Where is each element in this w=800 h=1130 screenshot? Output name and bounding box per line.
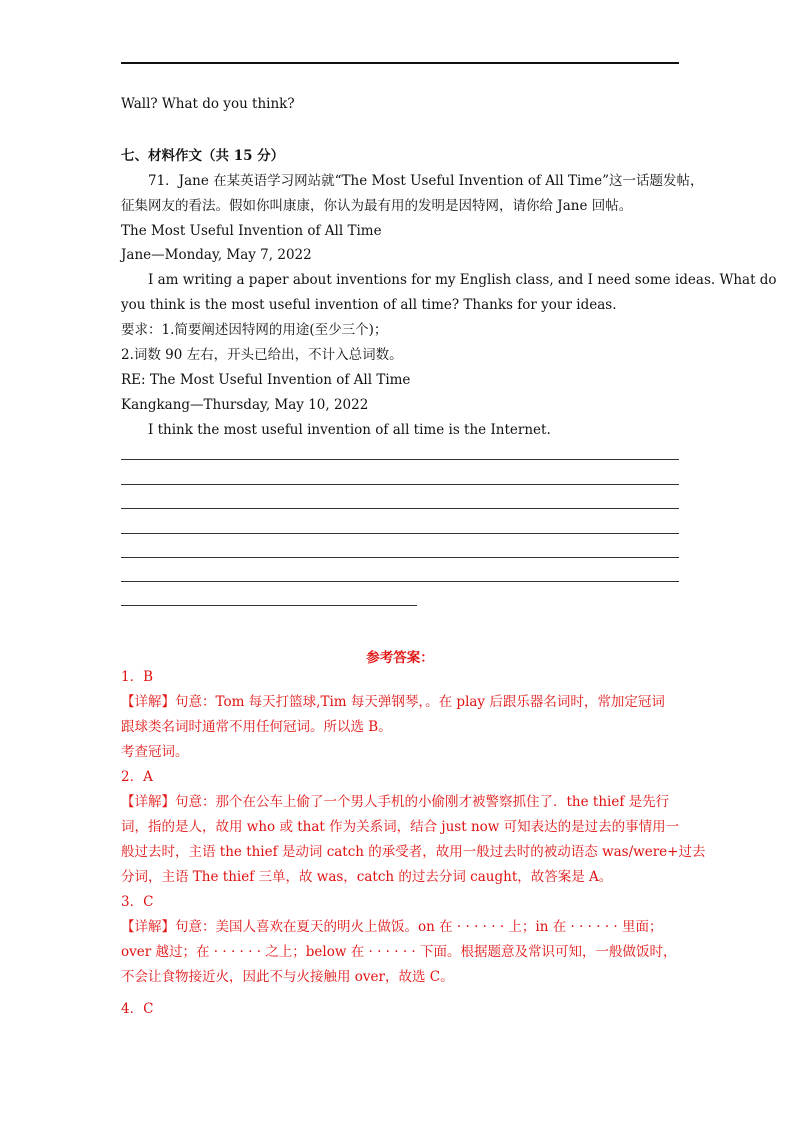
answer-2-line-1: 【详解】句意：那个在公车上偷了一个男人手机的小偷刚才被警察抓住了．the thief 是先行 [121, 794, 670, 810]
answer-2-line-3: 般过去时，主语 the thief 是动词 catch 的承受者，故用一般过去时的被动语态 was/were+过去 [121, 844, 706, 860]
post-author-date: Jane—Monday, May 7, 2022 [121, 247, 312, 263]
reply-start: I think the most useful invention of all time is the Internet. [148, 422, 551, 438]
question-71-line-2: 征集网友的看法。假如你叫康康，你认为最有用的发明是因特网，请你给 Jane 回帖。 [121, 198, 633, 214]
answer-1-detail-2: 跟球类名词时通常不用任何冠词。所以选 B。 [121, 719, 392, 735]
answer-1-detail: 【详解】句意：Tom 每天打篮球,Tim 每天弹钢琴，。在 play 后跟乐器名词时，常加定冠词 [121, 694, 665, 710]
writing-line [121, 508, 679, 509]
post-body-line-1: I am writing a paper about inventions for my English class, and I need some ideas. What do [148, 272, 777, 288]
answer-3-label: 3．C [121, 894, 154, 910]
previous-question-tail: Wall? What do you think? [121, 96, 295, 112]
post-body-line-2: you think is the most useful invention of all time? Thanks for your ideas. [121, 297, 617, 313]
top-divider [121, 62, 679, 64]
answer-1-detail-3: 考查冠词。 [121, 744, 189, 760]
reply-author-date: Kangkang—Thursday, May 10, 2022 [121, 397, 369, 413]
answer-3-line-1: 【详解】句意：美国人喜欢在夏天的明火上做饭。on 在 · · · · · · 上；in 在 · · · · · · 里面； [121, 919, 663, 935]
reply-title: RE: The Most Useful Invention of All Time [121, 372, 411, 388]
writing-line [121, 581, 679, 582]
requirement-2: 2.词数 90 左右，开头已给出，不计入总词数。 [121, 347, 403, 363]
writing-line [121, 459, 679, 460]
writing-line [121, 557, 679, 558]
answer-2-line-4: 分词，主语 The thief 三单，故 was，catch 的过去分词 caught，故答案是 A。 [121, 869, 613, 885]
writing-line [121, 533, 679, 534]
writing-line [121, 605, 417, 606]
answer-3-line-3: 不会让食物接近火，因此不与火接触用 over，故选 C。 [121, 969, 454, 985]
answer-2-label: 2．A [121, 769, 153, 785]
answers-heading: 参考答案： [366, 650, 434, 666]
answer-2-line-2: 词，指的是人，故用 who 或 that 作为关系词，结合 just now 可知表达的是过去的事情用一 [121, 819, 680, 835]
requirement-1: 要求：1.简要阐述因特网的用途(至少三个)； [121, 322, 388, 338]
answer-4-label: 4．C [121, 1001, 154, 1017]
question-71-line-1: 71．Jane 在某英语学习网站就“The Most Useful Invention of All Time”这一话题发帖， [148, 173, 704, 189]
post-title: The Most Useful Invention of All Time [121, 223, 382, 239]
answer-1-label: 1．B [121, 669, 154, 685]
writing-line [121, 484, 679, 485]
section-heading: 七、材料作文（共 15 分） [121, 148, 285, 164]
answer-3-line-2: over 越过；在 · · · · · · 之上；below 在 · · · · · · 下面。根据题意及常识可知，一般做饭时， [121, 944, 677, 960]
